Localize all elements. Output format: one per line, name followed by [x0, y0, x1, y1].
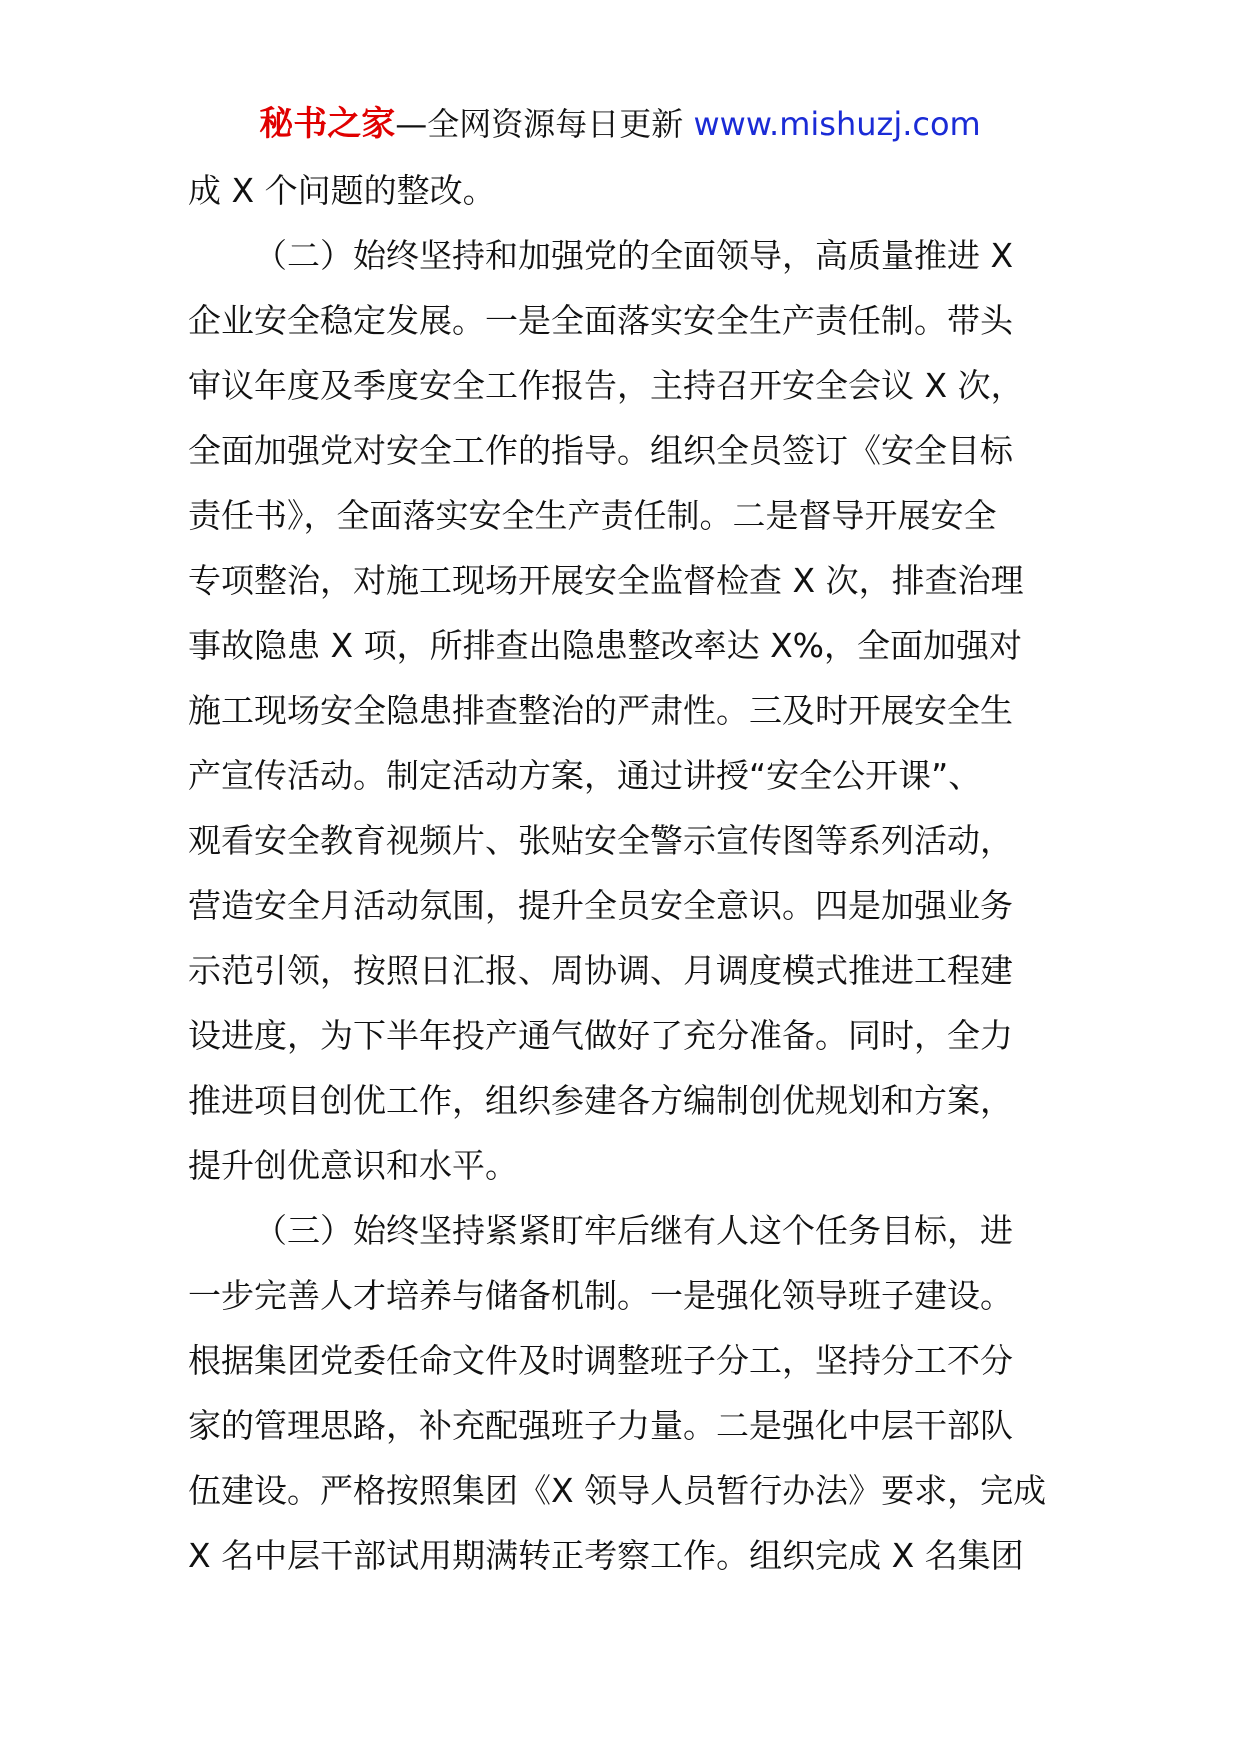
text-line: 提升创优意识和水平。	[188, 1146, 518, 1185]
text-line: 观看安全教育视频片、张贴安全警示宣传图等系列活动，	[188, 821, 1013, 860]
text-line: 设进度，为下半年投产通气做好了充分准备。同时，全力	[188, 1016, 1013, 1055]
text-line: （三）始终坚持紧紧盯牢后继有人这个任务目标，进	[254, 1211, 1013, 1250]
text-line: 产宣传活动。制定活动方案，通过讲授“安全公开课”、	[188, 756, 982, 795]
text-line: 企业安全稳定发展。一是全面落实安全生产责任制。带头	[188, 301, 1013, 340]
text-line: 责任书》，全面落实安全生产责任制。二是督导开展安全	[188, 496, 997, 535]
header-tagline: —全网资源每日更新	[395, 105, 694, 143]
brand-name: 秘书之家	[259, 104, 396, 144]
page-header	[0, 100, 1240, 148]
text-line: 营造安全月活动氛围，提升全员安全意识。四是加强业务	[188, 886, 1013, 925]
text-line: 施工现场安全隐患排查整治的严肃性。三及时开展安全生	[188, 691, 1013, 730]
text-line: 伍建设。严格按照集团《X 领导人员暂行办法》要求，完成	[188, 1471, 1047, 1510]
text-line: 根据集团党委任命文件及时调整班子分工，坚持分工不分	[188, 1341, 1013, 1380]
text-line: 专项整治，对施工现场开展安全监督检查 X 次，排查治理	[188, 561, 1024, 600]
text-line: 全面加强党对安全工作的指导。组织全员签订《安全目标	[188, 431, 1013, 470]
text-line: 推进项目创优工作，组织参建各方编制创优规划和方案，	[188, 1081, 1013, 1120]
text-line: 成 X 个问题的整改。	[188, 171, 496, 210]
text-line: 示范引领，按照日汇报、周协调、月调度模式推进工程建	[188, 951, 1013, 990]
text-line: 审议年度及季度安全工作报告，主持召开安全会议 X 次，	[188, 366, 1024, 405]
text-line: 家的管理思路，补充配强班子力量。二是强化中层干部队	[188, 1406, 1013, 1445]
text-line: （二）始终坚持和加强党的全面领导，高质量推进 X	[254, 236, 1014, 275]
text-line: 一步完善人才培养与储备机制。一是强化领导班子建设。	[188, 1276, 1013, 1315]
document-body	[188, 158, 1068, 1588]
website-url[interactable]: www.mishuzj.com	[693, 105, 981, 143]
text-line: X 名中层干部试用期满转正考察工作。组织完成 X 名集团	[188, 1536, 1024, 1575]
text-line: 事故隐患 X 项，所排查出隐患整改率达 X%，全面加强对	[188, 626, 1023, 665]
